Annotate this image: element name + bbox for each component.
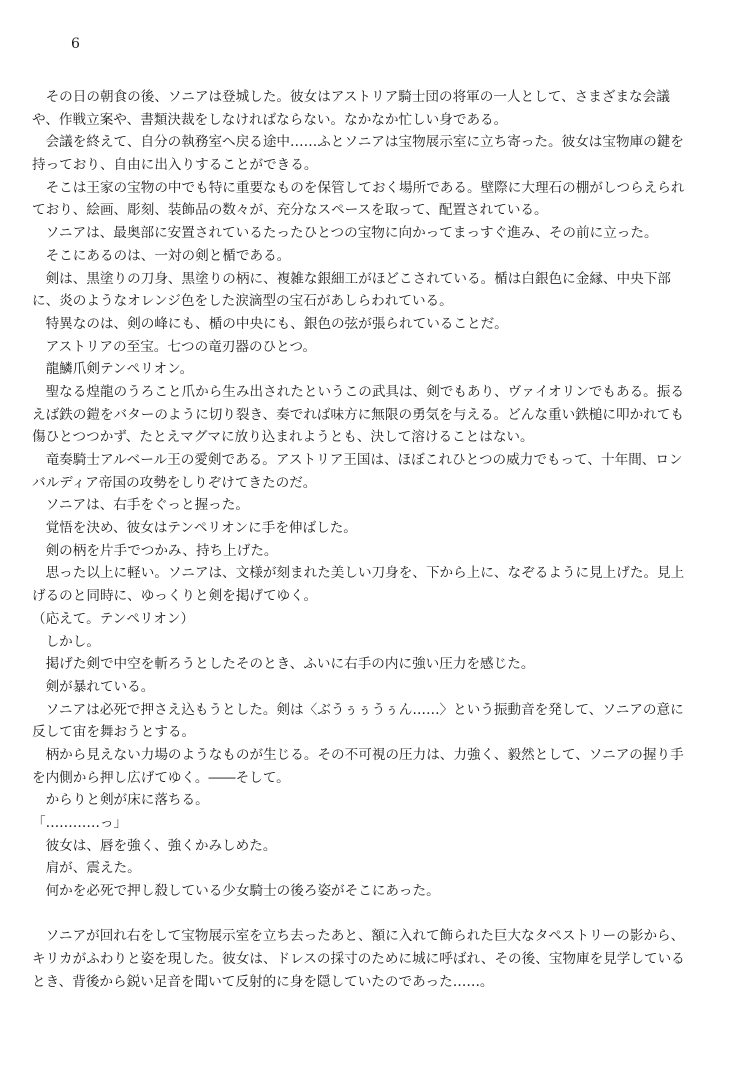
text-line: げるのと同時に、ゆっくりと剣を掲げてゆく。 [32, 588, 318, 605]
text-line: ており、絵画、彫刻、装飾品の数々が、充分なスペースを取って、配置されている。 [32, 202, 548, 219]
text-line: そこは王家の宝物の中でも特に重要なものを保管しておく場所である。壁際に大理石の棚がしつらえられ [32, 179, 685, 196]
text-line: しかし。 [32, 633, 100, 650]
text-line: えば鉄の鎧をバターのように切り裂き、奏でれば味方に無限の勇気を与える。どんな重い鉄槌に叩かれても [32, 406, 684, 423]
text-line: 柄から見えない力場のようなものが生じる。その不可視の圧力は、力強く、毅然として、ソニアの握り手 [32, 746, 684, 763]
text-line: ソニアは必死で押さえ込もうとした。剣は〈ぶうぅぅうぅん……〉という振動音を発して、ソニアの意に [32, 701, 684, 718]
text-line: からりと剣が床に落ちる。 [32, 792, 209, 809]
text-line: 何かを必死で押し殺している少女騎士の後ろ姿がそこにあった。 [32, 883, 440, 900]
section-break [32, 903, 708, 926]
section-1 [32, 86, 708, 903]
text-line: や、作戦立案や、書類決裁をしなければならない。なかなか忙しい身である。 [32, 111, 508, 128]
text-line: アストリアの至宝。七つの竜刃器のひとつ。 [32, 338, 317, 355]
text-line: とき、背後から鋭い足音を聞いて反射的に身を隠していたのであった……。 [32, 973, 494, 990]
text-line: 彼女は、唇を強く、強くかみしめた。 [32, 837, 277, 854]
text-line: 「…………っ」 [32, 815, 128, 831]
text-line: 聖なる煌龍のうろこと爪から生み出されたというこの武具は、剣でもあり、ヴァイオリンでもある。振る [32, 383, 684, 400]
text-line: 持っており、自由に出入りすることができる。 [32, 157, 318, 174]
text-line: その日の朝食の後、ソニアは登城した。彼女はアストリア騎士団の将軍の一人として、さまざまな会議 [32, 89, 670, 105]
page-number: 6 [71, 36, 80, 52]
body-text [32, 86, 708, 994]
text-line: 覚悟を決め、彼女はテンペリオンに手を伸ばした。 [32, 520, 357, 537]
text-line: ソニアは、右手をぐっと握った。 [32, 497, 249, 514]
text-line: ソニアが回れ右をして宝物展示室を立ち去ったあと、額に入れて飾られた巨大なタペストリーの影から、 [32, 928, 685, 945]
text-line: を内側から押し広げてゆく。――そして。 [32, 769, 290, 786]
text-line: そこにあるのは、一対の剣と楯である。 [32, 247, 291, 264]
text-line: 龍鱗爪剣テンペリオン。 [32, 361, 194, 378]
section-2 [32, 925, 708, 993]
text-line: バルディア帝国の攻勢をしりぞけてきたのだ。 [32, 474, 317, 491]
text-line: （応えて。テンペリオン） [32, 610, 195, 627]
text-line: 掲げた剣で中空を斬ろうとしたそのとき、ふいに右手の内に強い圧力を感じた。 [32, 656, 535, 673]
text-line: 思った以上に軽い。ソニアは、文様が刻まれた美しい刀身を、下から上に、なぞるように見上げた。見上 [32, 565, 685, 582]
text-line: キリカがふわりと姿を現した。彼女は、ドレスの採寸のために城に呼ばれ、その後、宝物庫を見学している [32, 951, 685, 968]
text-line: ソニアは、最奥部に安置されているたったひとつの宝物に向かってまっすぐ進み、その前に立った。 [32, 225, 658, 242]
text-line: 剣が暴れている。 [32, 678, 155, 695]
text-line: 傷ひとつつかず、たとえマグマに放り込まれようとも、決して溶けることはない。 [32, 429, 534, 446]
text-line: 剣は、黒塗りの刀身、黒塗りの柄に、複雑な銀細工がほどこされている。楯は白銀色に金縁、中央下部 [32, 270, 671, 287]
text-line: 剣の柄を片手でつかみ、持ち上げた。 [32, 542, 278, 559]
text-line: 肩が、震えた。 [32, 860, 141, 877]
text-line: に、炎のようなオレンジ色をした涙滴型の宝石があしらわれている。 [32, 293, 453, 310]
text-line: 会議を終えて、自分の執務室へ戻る途中……ふとソニアは宝物展示室に立ち寄った。彼女は宝物庫の鍵を [32, 134, 684, 151]
text-line: 特異なのは、剣の峰にも、楯の中央にも、銀色の弦が張られていることだ。 [32, 315, 508, 332]
text-line: 竜奏騎士アルベール王の愛剣である。アストリア王国は、ほぼこれひとつの威力でもって、十年間、ロン [32, 452, 683, 468]
text-line: 反して宙を舞おうとする。 [32, 724, 196, 741]
